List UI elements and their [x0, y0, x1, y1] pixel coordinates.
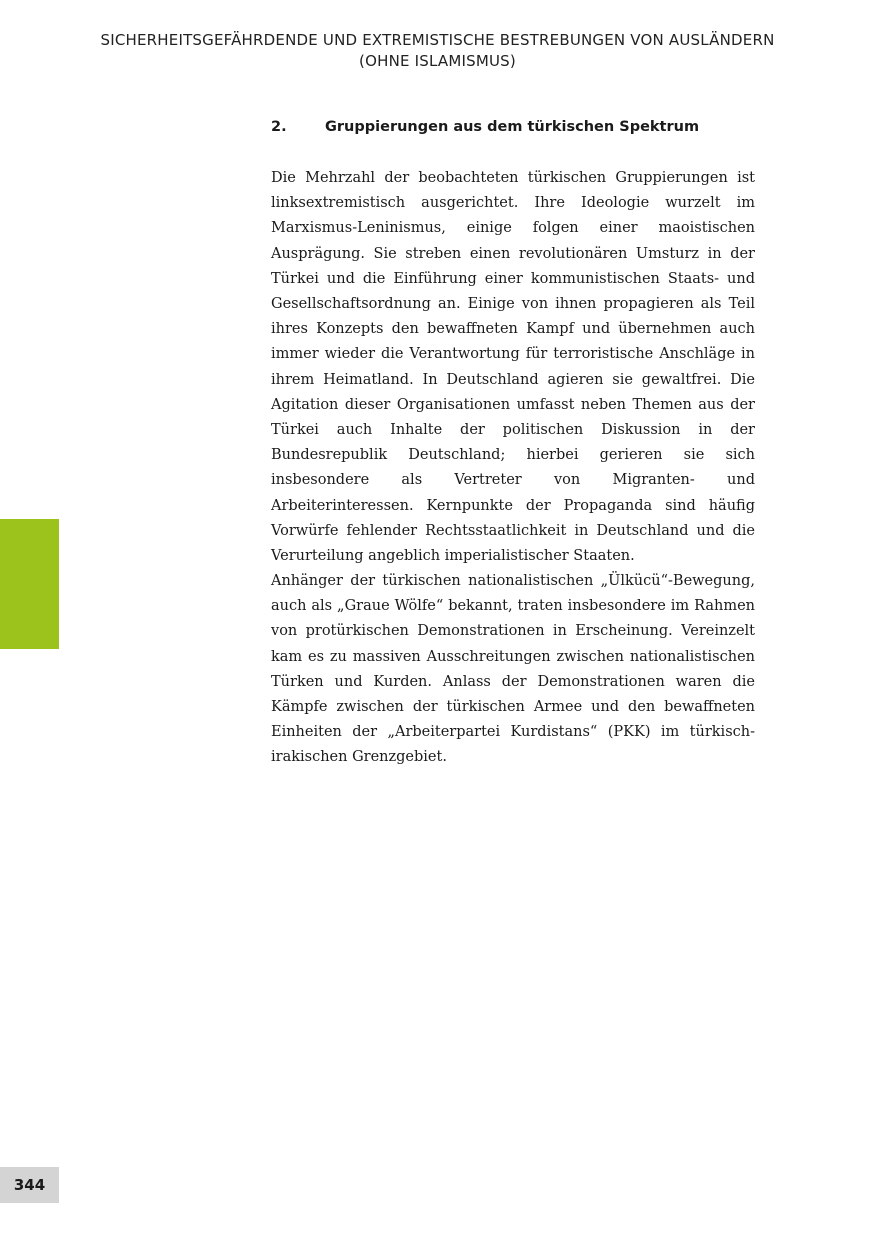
page-number: 344 — [0, 1167, 59, 1203]
section-title: Gruppierungen aus dem türkischen Spektrum — [325, 119, 700, 135]
section-heading — [271, 117, 755, 137]
section-number: 2. — [271, 119, 287, 135]
running-header-line-2: (OHNE ISLAMISMUS) — [359, 52, 516, 70]
paragraph-1: Die Mehrzahl der beobachteten türkischen Gruppierungen ist linksextremistisch ausgerichtet. Ihre Ideologie wurzelt im Marxismus-Leninismus, einige folgen einer maoistischen Ausprägung. Sie streben einen revolutionären Umsturz in der Türkei und die Einführung einer kommunistischen Staats- und Gesellschaftsordnung an. Einige von ihnen propagieren als Teil ihres Konzepts den bewaffneten Kampf und übernehmen auch immer wieder die Verantwortung für terroristische Anschläge in ihrem Heimatland. In Deutschland agieren sie gewaltfrei. Die Agitation dieser Organisationen umfasst neben Themen aus der Türkei auch Inhalte der politischen Diskussion in der Bundesrepublik Deutschland; hierbei gerieren sie sich insbesondere als Vertreter von Migranten- und Arbeiterinteressen. Kernpunkte der Propaganda sind häufig Vorwürfe fehlender Rechtsstaatlichkeit in Deutschland und die Verurteilung angeblich imperialistischer Staaten. — [271, 170, 755, 565]
paragraph-2: Anhänger der türkischen nationalistischen „Ülkücü“-Bewegung, auch als „Graue Wölfe“ bekannt, traten insbesondere im Rahmen von protürkischen Demonstrationen in Erscheinung. Vereinzelt kam es zu massiven Ausschreitungen zwischen nationalistischen Türken und Kurden. Anlass der Demonstrationen waren die Kämpfe zwischen der türkischen Armee und den bewaffneten Einheiten der „Arbeiterpartei Kurdistans“ (PKK) im türkisch-irakischen Grenzgebiet. — [271, 573, 755, 766]
chapter-side-tab — [0, 519, 59, 649]
running-header — [0, 30, 875, 72]
running-header-line-1: SICHERHEITSGEFÄHRDENDE UND EXTREMISTISCHE BESTREBUNGEN VON AUSLÄNDERN — [100, 31, 775, 49]
